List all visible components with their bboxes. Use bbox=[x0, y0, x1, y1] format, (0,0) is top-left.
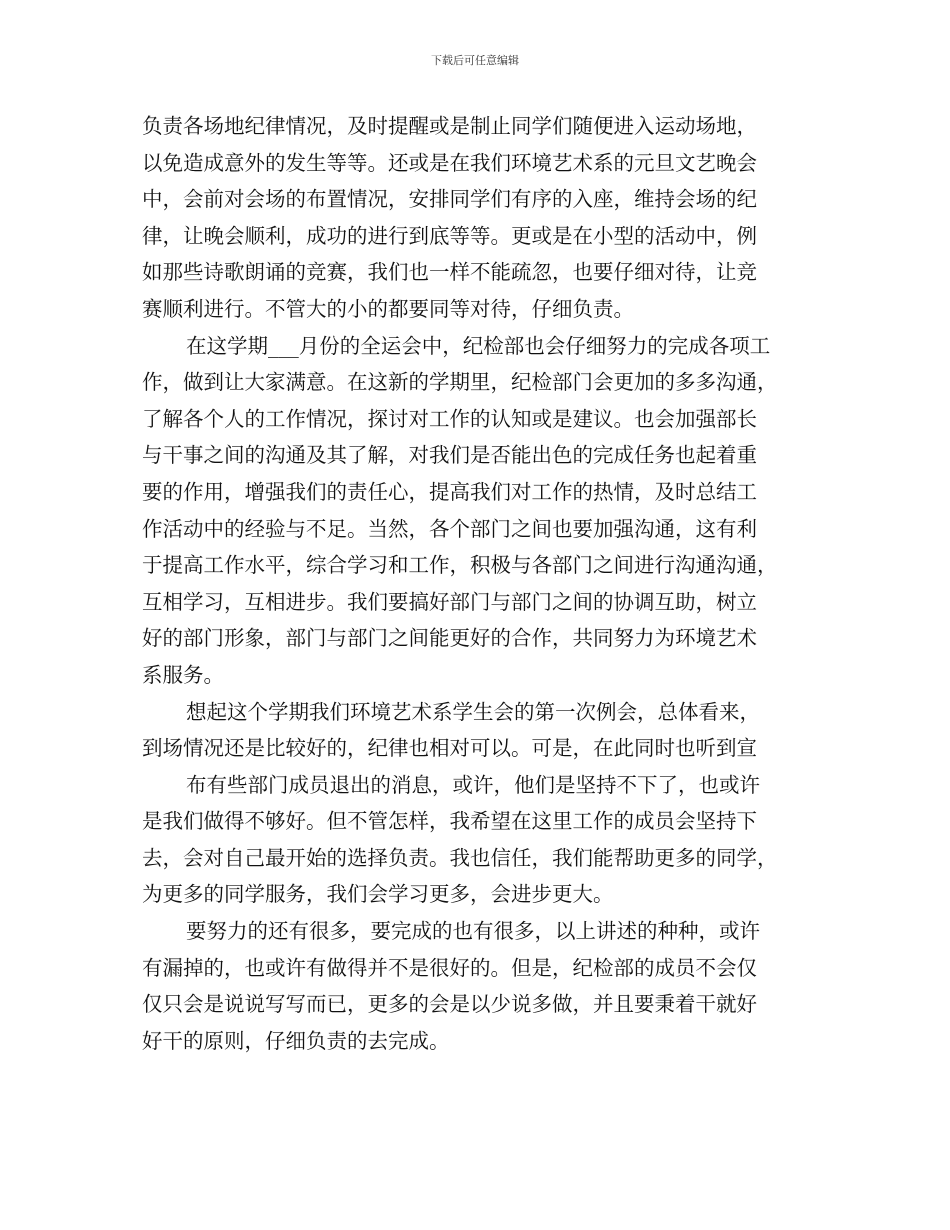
text-line: 到场情况还是比较好的，纪律也相对可以。可是，在此同时也听到宣 bbox=[142, 736, 757, 761]
text-line: 于提高工作水平，综合学习和工作，积极与各部门之间进行沟通沟通， bbox=[142, 553, 778, 578]
text-line: 好干的原则，仔细负责的去完成。 bbox=[142, 1028, 450, 1053]
text-line: 仅只会是说说写写而已，更多的会是以少说多做，并且要秉着干就好 bbox=[142, 992, 757, 1017]
text-line: 要的作用，增强我们的责任心，提高我们对工作的热情，及时总结工 bbox=[142, 479, 757, 504]
text-line: 好的部门形象，部门与部门之间能更好的合作，共同努力为环境艺术 bbox=[142, 626, 757, 651]
page-header: 下载后可任意编辑 bbox=[431, 54, 519, 67]
text-line: 赛顺利进行。不管大的小的都要同等对待，仔细负责。 bbox=[142, 296, 634, 321]
text-line: 要努力的还有很多，要完成的也有很多，以上讲述的种种，或许 bbox=[186, 919, 760, 944]
text-line: 去，会对自己最开始的选择负责。我也信任，我们能帮助更多的同学， bbox=[142, 845, 778, 870]
text-line: 律，让晚会顺利，成功的进行到底等等。更或是在小型的活动中，例 bbox=[142, 223, 757, 248]
text-line: 为更多的同学服务，我们会学习更多，会进步更大。 bbox=[142, 882, 614, 907]
text-line: 作，做到让大家满意。在这新的学期里，纪检部门会更加的多多沟通， bbox=[142, 370, 778, 395]
text-line: 如那些诗歌朗诵的竞赛，我们也一样不能疏忽，也要仔细对待，让竞 bbox=[142, 260, 757, 285]
text-line: 了解各个人的工作情况，探讨对工作的认知或是建议。也会加强部长 bbox=[142, 406, 757, 431]
text-line: 有漏掉的，也或许有做得并不是很好的。但是，纪检部的成员不会仅 bbox=[142, 955, 757, 980]
text-line: 布有些部门成员退出的消息，或许，他们是坚持不下了，也或许 bbox=[186, 772, 760, 797]
text-line: 作活动中的经验与不足。当然，各个部门之间也要加强沟通，这有利 bbox=[142, 516, 757, 541]
text-line: 以免造成意外的发生等等。还或是在我们环境艺术系的元旦文艺晚会 bbox=[142, 150, 757, 175]
text-line: 在这学期___月份的全运会中，纪检部也会仔细努力的完成各项工 bbox=[186, 333, 771, 358]
text-line: 负责各场地纪律情况，及时提醒或是制止同学们随便进入运动场地， bbox=[142, 114, 757, 138]
text-line: 与干事之间的沟通及其了解，对我们是否能出色的完成任务也起着重 bbox=[142, 443, 757, 468]
text-line: 互相学习，互相进步。我们要搞好部门与部门之间的协调互助，树立 bbox=[142, 589, 757, 614]
text-line: 想起这个学期我们环境艺术系学生会的第一次例会，总体看来， bbox=[186, 699, 760, 724]
document-body bbox=[142, 108, 812, 1059]
text-line: 是我们做得不够好。但不管怎样，我希望在这里工作的成员会坚持下 bbox=[142, 809, 757, 834]
text-line: 中，会前对会场的布置情况，安排同学们有序的入座，维持会场的纪 bbox=[142, 187, 757, 212]
text-line: 系服务。 bbox=[142, 662, 224, 687]
